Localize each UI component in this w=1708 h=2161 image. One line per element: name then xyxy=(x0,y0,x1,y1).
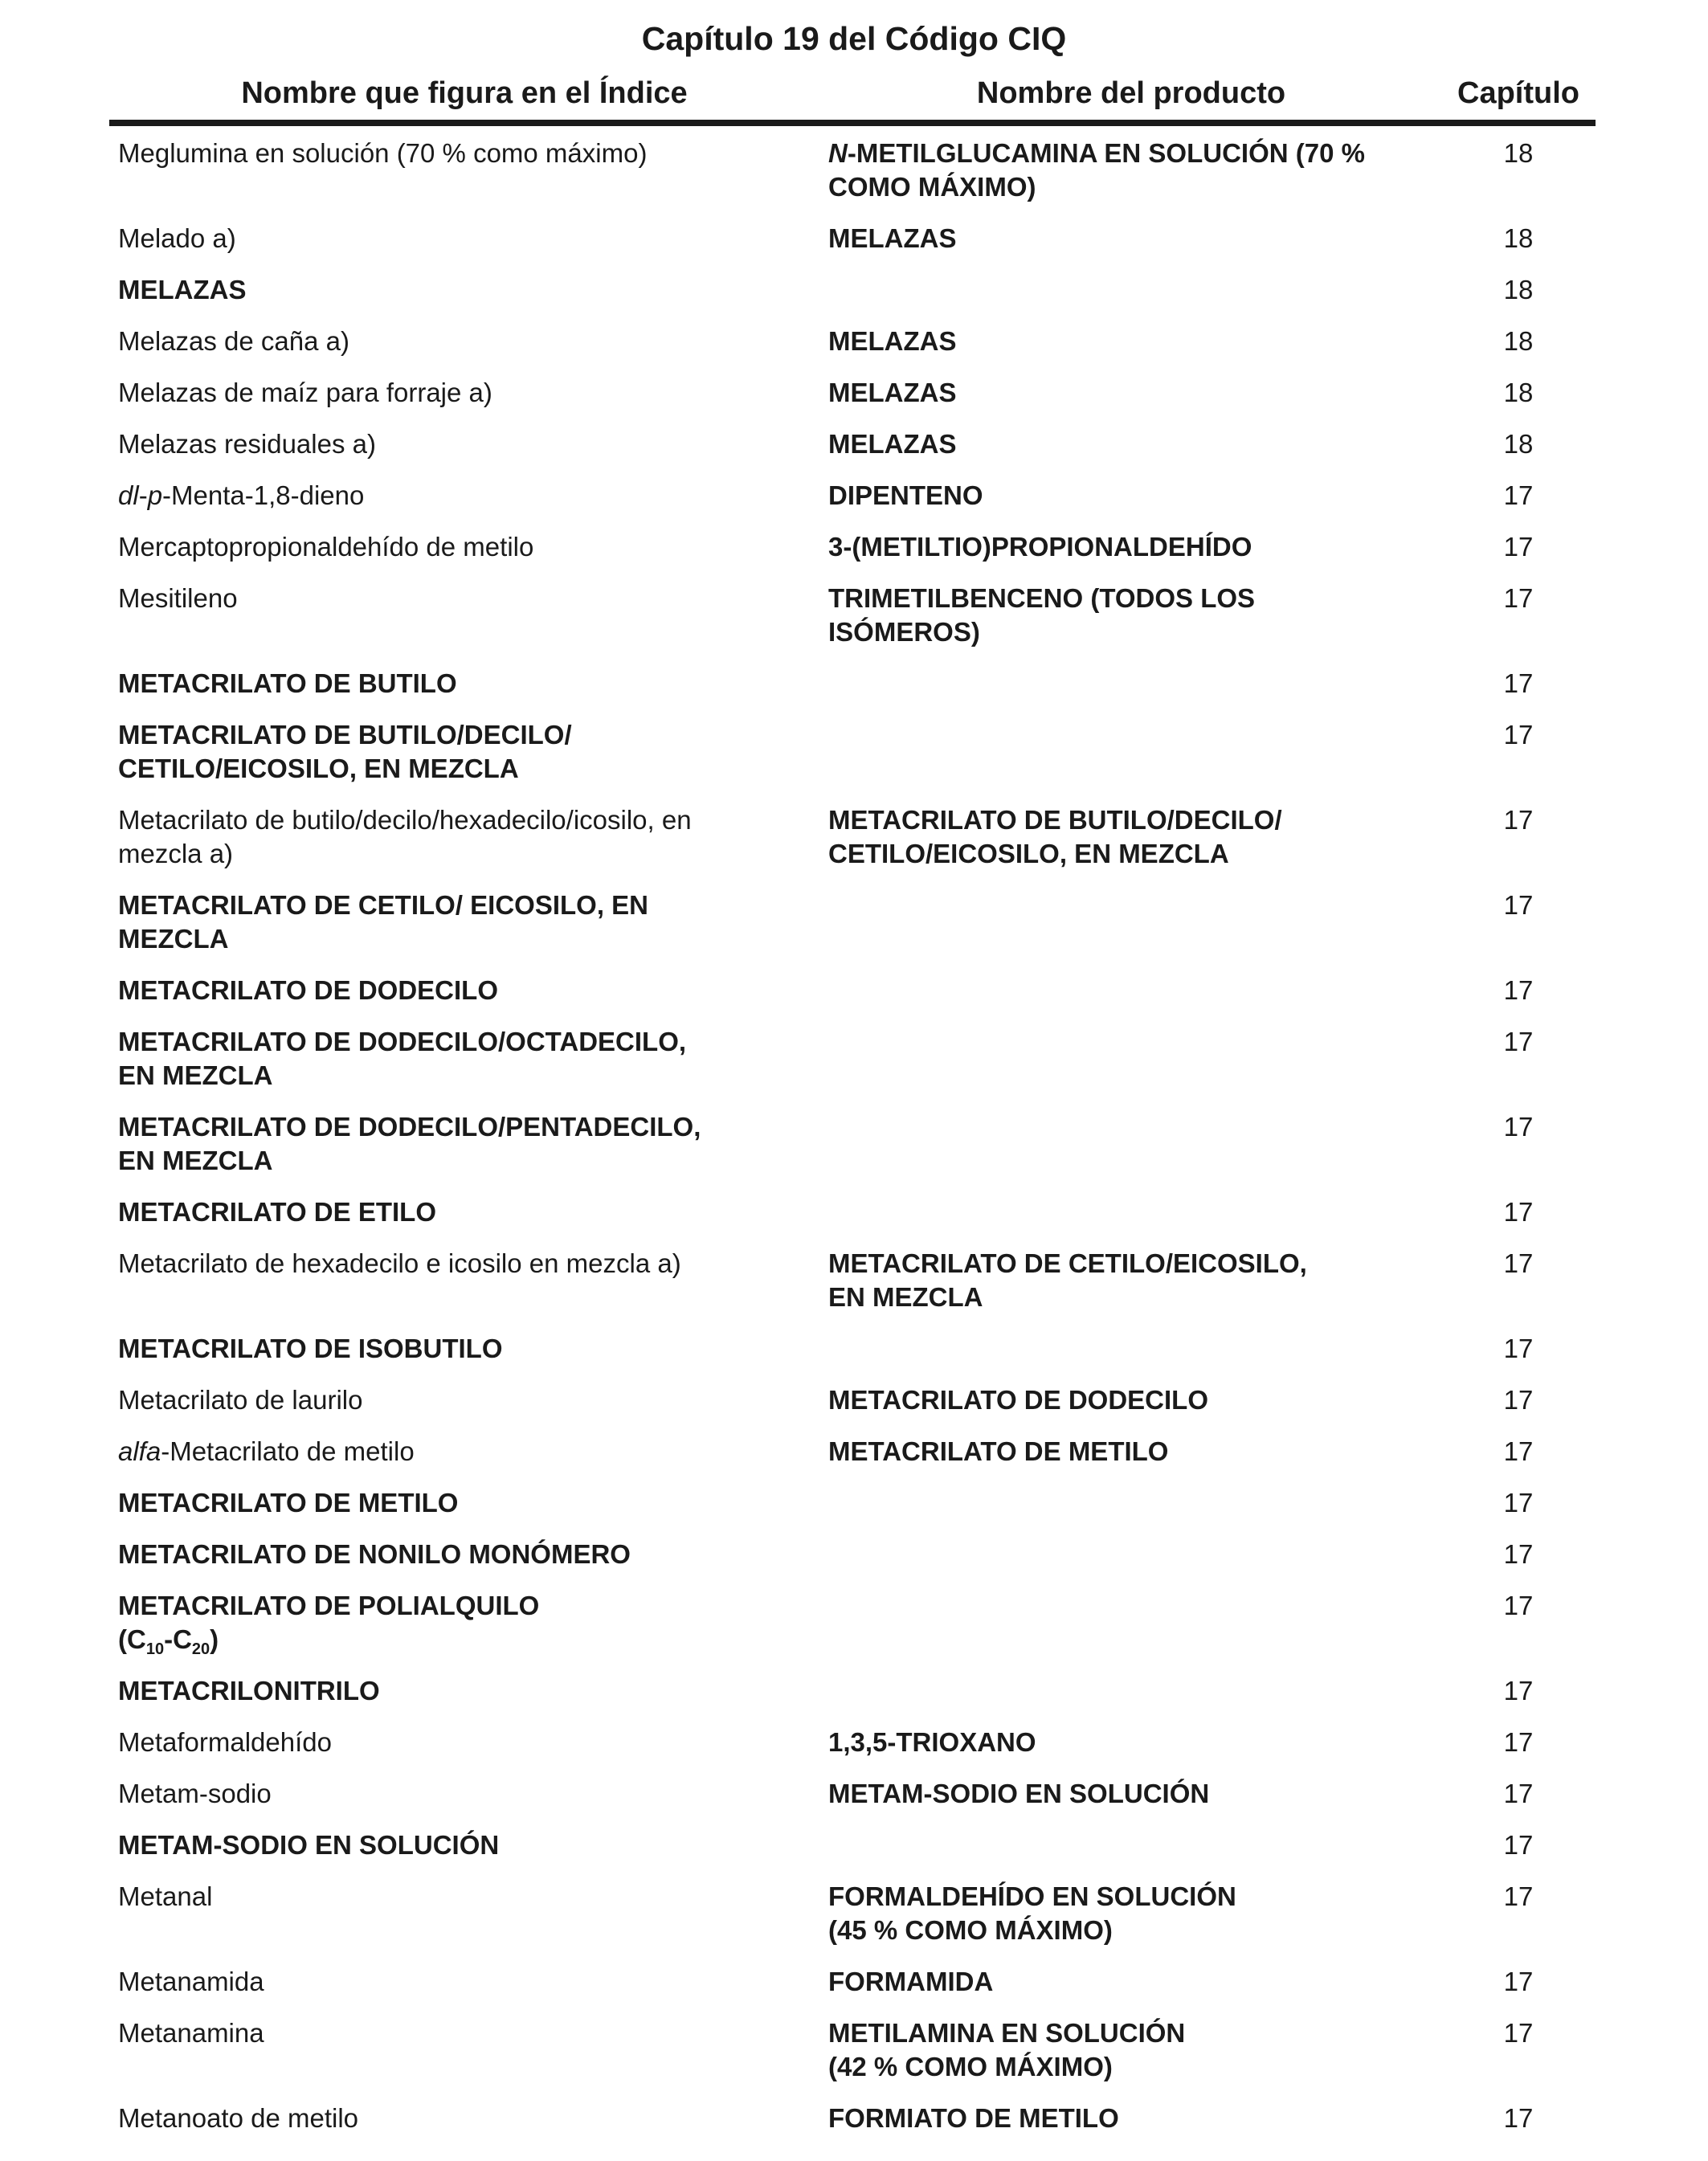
index-name-cell xyxy=(118,1674,761,1708)
product-name-cell xyxy=(828,2016,1439,2084)
chapter-cell: 17 xyxy=(1503,1591,1534,1620)
product-name-cell xyxy=(828,479,1439,513)
product-name-cell xyxy=(828,137,1439,204)
text-run: 1,3,5-TRIOXANO xyxy=(828,1727,1036,1757)
chapter-cell: 17 xyxy=(1503,975,1534,1005)
index-name-cell xyxy=(118,325,761,358)
chapter-cell: 17 xyxy=(1503,1488,1534,1518)
chapter-cell: 17 xyxy=(1503,720,1534,750)
chapter-cell: 17 xyxy=(1503,1881,1534,1911)
chapter-cell: 18 xyxy=(1503,378,1534,407)
chapter-cell: 18 xyxy=(1503,275,1534,304)
text-run: -C xyxy=(164,1624,192,1654)
chapter-cell: 17 xyxy=(1503,1436,1534,1466)
text-run: Meglumina en solución (70 % como máximo) xyxy=(118,138,648,168)
index-name-cell xyxy=(118,1247,761,1281)
index-name-cell xyxy=(118,1828,761,1862)
text-run: Metam-sodio xyxy=(118,1779,272,1808)
text-run: Melazas residuales a) xyxy=(118,429,376,459)
text-run: METILAMINA EN SOLUCIÓN (42 % COMO MÁXIMO) xyxy=(828,2018,1186,2081)
text-run: FORMIATO DE METILO xyxy=(828,2103,1119,2133)
index-name-cell xyxy=(118,803,761,871)
text-run: MELAZAS xyxy=(118,275,247,304)
index-name-cell xyxy=(118,2102,761,2135)
text-run: Metanal xyxy=(118,1881,213,1911)
index-name-cell xyxy=(118,273,761,307)
index-name-cell xyxy=(118,1110,761,1178)
text-run: Melazas de maíz para forraje a) xyxy=(118,378,492,407)
text-run: MELAZAS xyxy=(828,378,957,407)
text-run: METACRILATO DE DODECILO xyxy=(828,1385,1208,1415)
index-name-cell xyxy=(118,1726,761,1759)
product-name-cell xyxy=(828,1247,1439,1314)
text-run: Mesitileno xyxy=(118,583,238,613)
page-title: Capítulo 19 del Código CIQ xyxy=(641,20,1067,57)
index-name-cell xyxy=(118,222,761,255)
text-run: METACRILATO DE BUTILO xyxy=(118,668,457,698)
product-name-cell xyxy=(828,1880,1439,1947)
chapter-cell: 17 xyxy=(1503,1727,1534,1757)
text-run: FORMALDEHÍDO EN SOLUCIÓN (45 % COMO MÁXIMO) xyxy=(828,1881,1236,1945)
text-run: MELAZAS xyxy=(828,429,957,459)
index-name-cell xyxy=(118,1025,761,1093)
chapter-cell: 17 xyxy=(1503,532,1534,562)
chapter-cell: 17 xyxy=(1503,1248,1534,1278)
index-name-cell xyxy=(118,1538,761,1571)
chapter-cell: 17 xyxy=(1503,1967,1534,1996)
text-run: Metacrilato de butilo/decilo/hexadecilo/icosilo, en mezcla a) xyxy=(118,805,692,868)
chapter-cell: 17 xyxy=(1503,805,1534,835)
text-run: TRIMETILBENCENO (TODOS LOS ISÓMEROS) xyxy=(828,583,1256,647)
chapter-cell: 18 xyxy=(1503,429,1534,459)
index-name-cell xyxy=(118,2016,761,2050)
product-name-cell xyxy=(828,222,1439,255)
chapter-cell: 17 xyxy=(1503,1385,1534,1415)
text-run: METACRILATO DE ETILO xyxy=(118,1197,436,1227)
text-run: 20 xyxy=(191,1640,210,1658)
text-run: Mercaptopropionaldehído de metilo xyxy=(118,532,534,562)
chapter-cell: 17 xyxy=(1503,1112,1534,1142)
index-name-cell xyxy=(118,1880,761,1914)
text-run: dl xyxy=(118,480,139,510)
column-header-product-name: Nombre del producto xyxy=(976,76,1286,110)
chapter-cell: 17 xyxy=(1503,2103,1534,2133)
index-name-cell xyxy=(118,974,761,1007)
text-run: DIPENTENO xyxy=(828,480,983,510)
chapter-cell: 17 xyxy=(1503,1197,1534,1227)
chapter-cell: 17 xyxy=(1503,1676,1534,1706)
text-run: METACRILATO DE DODECILO/PENTADECILO, EN MEZCLA xyxy=(118,1112,701,1175)
index-name-cell xyxy=(118,427,761,461)
text-run: MELAZAS xyxy=(828,326,957,356)
text-run: Metanoato de metilo xyxy=(118,2103,359,2133)
text-run: 3-(METILTIO)PROPIONALDEHÍDO xyxy=(828,532,1252,562)
product-name-cell xyxy=(828,1726,1439,1759)
product-name-cell xyxy=(828,1777,1439,1811)
chapter-cell: 17 xyxy=(1503,890,1534,920)
index-name-cell xyxy=(118,889,761,956)
text-run: 10 xyxy=(145,1640,165,1658)
product-name-cell xyxy=(828,530,1439,564)
text-run: METAM-SODIO EN SOLUCIÓN xyxy=(118,1830,500,1860)
index-name-cell xyxy=(118,582,761,615)
chapter-cell: 17 xyxy=(1503,1027,1534,1056)
index-name-cell xyxy=(118,376,761,410)
text-run: ) xyxy=(210,1624,219,1654)
index-name-cell xyxy=(118,1965,761,1999)
index-name-cell xyxy=(118,530,761,564)
text-run: p xyxy=(147,480,163,510)
text-run: METACRILATO DE POLIALQUILO (C xyxy=(118,1591,540,1654)
text-run: Metanamida xyxy=(118,1967,264,1996)
text-run: METACRILATO DE CETILO/ EICOSILO, EN MEZCLA xyxy=(118,890,649,954)
index-name-cell xyxy=(118,1332,761,1366)
chapter-cell: 17 xyxy=(1503,2018,1534,2048)
text-run: METACRILONITRILO xyxy=(118,1676,380,1706)
index-name-cell xyxy=(118,479,761,513)
product-name-cell xyxy=(828,325,1439,358)
text-run: -Menta-1,8-dieno xyxy=(162,480,365,510)
chapter-cell: 18 xyxy=(1503,326,1534,356)
text-run: -METILGLUCAMINA EN SOLUCIÓN (70 % COMO MÁXIMO) xyxy=(828,138,1365,202)
index-name-cell xyxy=(118,1195,761,1229)
product-name-cell xyxy=(828,1435,1439,1469)
chapter-cell: 17 xyxy=(1503,668,1534,698)
product-name-cell xyxy=(828,803,1439,871)
index-name-cell xyxy=(118,1383,761,1417)
text-run: MELAZAS xyxy=(828,223,957,253)
text-run: - xyxy=(138,480,148,510)
text-run: METACRILATO DE ISOBUTILO xyxy=(118,1334,503,1363)
text-run: METACRILATO DE BUTILO/DECILO/ CETILO/EICOSILO, EN MEZCLA xyxy=(118,720,572,783)
index-name-cell xyxy=(118,1777,761,1811)
text-run: N xyxy=(828,138,848,168)
text-run: METAM-SODIO EN SOLUCIÓN xyxy=(828,1779,1210,1808)
product-name-cell xyxy=(828,376,1439,410)
text-run: -Metacrilato de metilo xyxy=(161,1436,415,1466)
chapter-cell: 18 xyxy=(1503,138,1534,168)
index-name-cell xyxy=(118,667,761,701)
index-name-cell xyxy=(118,1589,761,1656)
product-name-cell xyxy=(828,582,1439,649)
chapter-cell: 17 xyxy=(1503,1830,1534,1860)
text-run: Melado a) xyxy=(118,223,236,253)
index-name-cell xyxy=(118,1435,761,1469)
text-run: alfa xyxy=(118,1436,161,1466)
chapter-cell: 17 xyxy=(1503,480,1534,510)
chapter-cell: 17 xyxy=(1503,1779,1534,1808)
chapter-cell: 18 xyxy=(1503,223,1534,253)
column-header-index-name: Nombre que figura en el Índice xyxy=(241,76,688,110)
text-run: METACRILATO DE NONILO MONÓMERO xyxy=(118,1539,631,1569)
text-run: Metanamina xyxy=(118,2018,264,2048)
product-name-cell xyxy=(828,1965,1439,1999)
text-run: METACRILATO DE METILO xyxy=(118,1488,459,1518)
text-run: FORMAMIDA xyxy=(828,1967,994,1996)
product-name-cell xyxy=(828,1383,1439,1417)
index-name-cell xyxy=(118,1486,761,1520)
text-run: Metaformaldehído xyxy=(118,1727,332,1757)
text-run: Metacrilato de hexadecilo e icosilo en mezcla a) xyxy=(118,1248,681,1278)
text-run: METACRILATO DE BUTILO/DECILO/ CETILO/EICOSILO, EN MEZCLA xyxy=(828,805,1282,868)
product-name-cell xyxy=(828,427,1439,461)
header-rule xyxy=(109,120,1596,126)
chapter-cell: 17 xyxy=(1503,583,1534,613)
column-header-chapter: Capítulo xyxy=(1457,76,1579,110)
index-name-cell xyxy=(118,718,761,786)
text-run: Melazas de caña a) xyxy=(118,326,349,356)
text-run: Metacrilato de laurilo xyxy=(118,1385,363,1415)
text-run: METACRILATO DE DODECILO/OCTADECILO, EN MEZCLA xyxy=(118,1027,687,1090)
chapter-cell: 17 xyxy=(1503,1334,1534,1363)
index-name-cell xyxy=(118,137,761,170)
product-name-cell xyxy=(828,2102,1439,2135)
chapter-cell: 17 xyxy=(1503,1539,1534,1569)
text-run: METACRILATO DE CETILO/EICOSILO, EN MEZCLA xyxy=(828,1248,1307,1312)
text-run: METACRILATO DE DODECILO xyxy=(118,975,498,1005)
text-run: METACRILATO DE METILO xyxy=(828,1436,1169,1466)
